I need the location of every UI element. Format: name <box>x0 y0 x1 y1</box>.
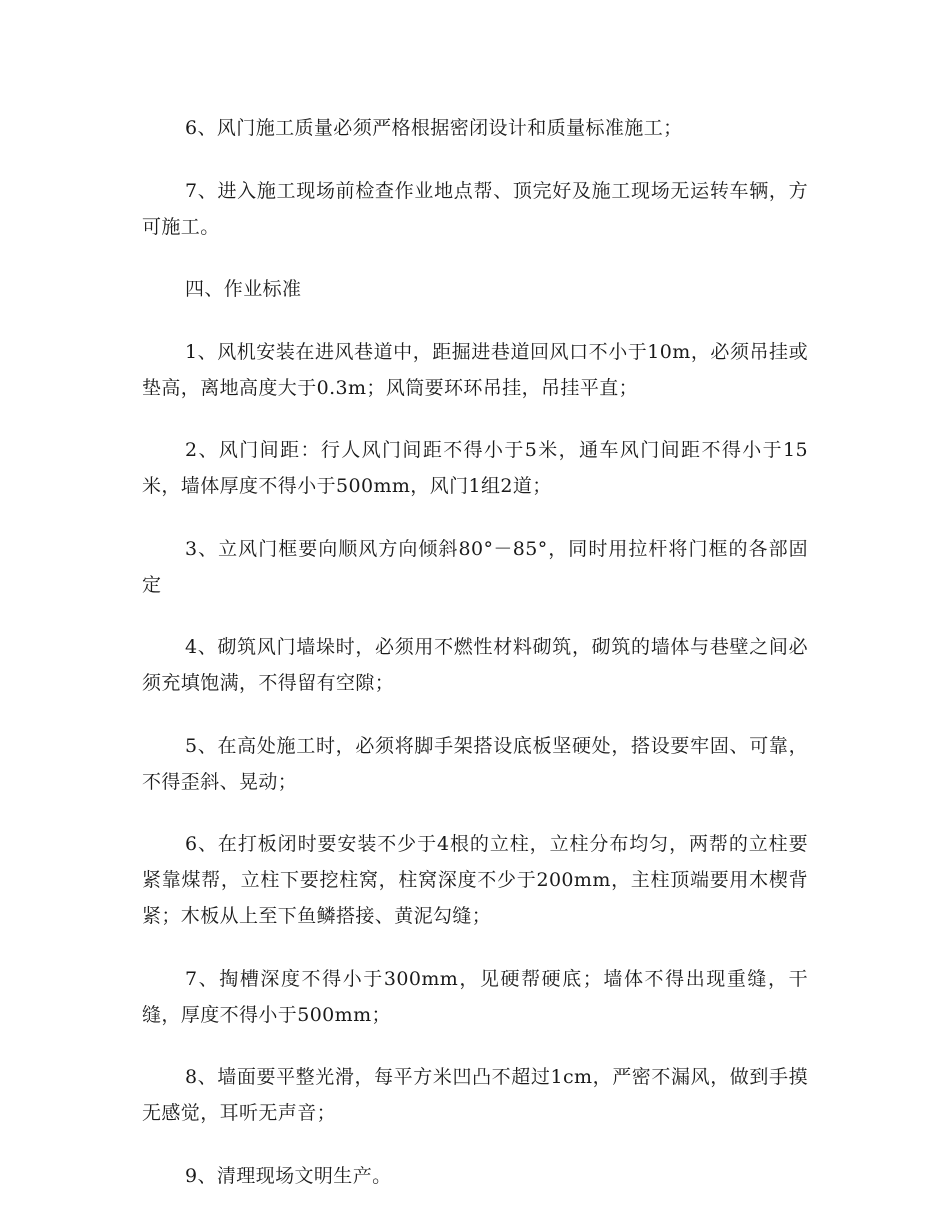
paragraph-standard-3-door-frame: 3、立风门框要向顺风方向倾斜80°－85°，同时用拉杆将门框的各部固定 <box>142 537 808 596</box>
paragraph-item-6-door-quality: 6、风门施工质量必须严格根据密闭设计和质量标准施工； <box>185 117 683 139</box>
paragraph-standard-1-fan-install: 1、风机安装在进风巷道中，距掘进巷道回风口不小于10m，必须吊挂或垫高，离地高度大于0.3m；风筒要环环吊挂，吊挂平直； <box>142 340 808 399</box>
paragraph-standard-8-wall-surface: 8、墙面要平整光滑，每平方米凹凸不超过1cm，严密不漏风，做到手摸无感觉，耳听无声音； <box>142 1066 808 1124</box>
section-heading-work-standards: 四、作业标准 <box>185 278 302 300</box>
paragraph-standard-2-door-spacing: 2、风门间距：行人风门间距不得小于5米，通车风门间距不得小于15米，墙体厚度不得小于500mm，风门1组2道； <box>142 439 808 497</box>
paragraph-standard-9-cleanup: 9、清理现场文明生产。 <box>185 1164 392 1187</box>
paragraph-item-7-site-check: 7、进入施工现场前检查作业地点帮、顶完好及施工现场无运转车辆，方可施工。 <box>142 179 808 238</box>
paragraph-standard-7-groove-depth: 7、掏槽深度不得小于300mm，见硬帮硬底；墙体不得出现重缝，干缝，厚度不得小于500mm； <box>142 967 808 1026</box>
document-page <box>142 110 808 1220</box>
paragraph-standard-6-pillars: 6、在打板闭时要安装不少于4根的立柱，立柱分布均匀，两帮的立柱要紧靠煤帮，立柱下要挖柱窝，柱窝深度不少于200mm，主柱顶端要用木楔背紧；木板从上至下鱼鳞搭接、黄泥勾缝； <box>142 833 808 927</box>
paragraph-standard-5-scaffold: 5、在高处施工时，必须将脚手架搭设底板坚硬处，搭设要牢固、可靠，不得歪斜、晃动； <box>142 734 808 793</box>
paragraph-standard-4-wall-masonry: 4、砌筑风门墙垛时，必须用不燃性材料砌筑，砌筑的墙体与巷壁之间必须充填饱满，不得留有空隙； <box>142 636 808 694</box>
